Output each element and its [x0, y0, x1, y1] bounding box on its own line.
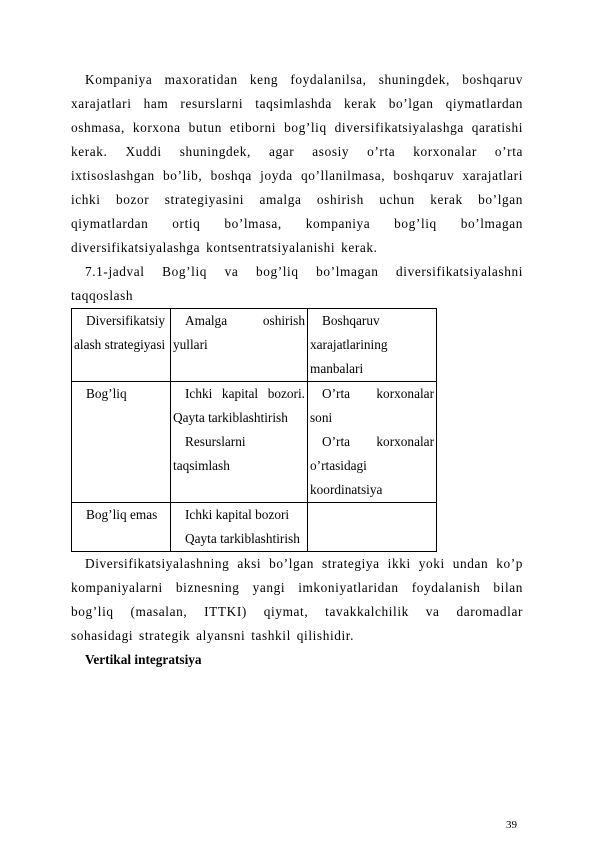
- body-paragraph-2: Diversifikatsiyalashning aksi bo’lgan strategiya ikki yoki undan ko’p kompaniyalarni biznesning yangi imkoniyatlaridan foydalanish bilan bog’liq (masalan, ITTKI) qiymat, tavakkalchilik va daromadlar sohasidagi strategik alyansni tashkil qilishidir.: [71, 556, 523, 643]
- table-header-cell: [171, 309, 308, 382]
- comparison-table: [71, 308, 437, 552]
- table-header-cell: [308, 309, 437, 382]
- row-way: Resurslarni taqsimlash: [173, 434, 246, 473]
- table-cell: [308, 503, 437, 552]
- table-cell: [72, 503, 171, 552]
- table-header-cell: [72, 309, 171, 382]
- table-header-row: [72, 309, 437, 382]
- header-strategy: Diversifikatsiyalash strategiyasi: [74, 313, 166, 352]
- table-cell: [171, 503, 308, 552]
- row-source: O’rta korxonalar soni: [310, 386, 434, 425]
- header-ways: Amalga oshirish yullari: [173, 313, 305, 352]
- section-heading: Vertikal integratsiya: [85, 652, 202, 667]
- row-way: Qayta tarkiblashtirish: [185, 531, 300, 546]
- table-cell: [171, 382, 308, 503]
- page-number: 39: [506, 819, 517, 831]
- row-source: O’rta korxonalar o’rtasidagi koordinatsiya: [310, 434, 434, 497]
- document-page: [71, 68, 523, 672]
- header-sources: Boshqaruv xarajatlarining manbalari: [310, 313, 388, 376]
- table-cell: [72, 382, 171, 503]
- body-paragraph-1: Kompaniya maxoratidan keng foydalanilsa, shuningdek, boshqaruv xarajatlari ham resurslarni taqsimlashda kerak bo’lgan qiymatlardan oshmasa, korxona butun etiborni bog’liq diversifikatsiyalashga qaratishi kerak. Xuddi shuningdek, agar asosiy o’rta korxonalar o’rta ixtisoslashgan bo’lib, boshqa joyda qo’llanilmasa, boshqaruv xarajatlari ichki bozor strategiyasini amalga oshirish uchun kerak bo’lgan qiymatlardan ortiq bo’lmasa, kompaniya bog’liq bo’lmagan diversifikatsiyalashga kontsentratsiyalanishi kerak.: [71, 72, 523, 255]
- table-row: [72, 503, 437, 552]
- row-strategy: Bog’liq: [86, 386, 127, 401]
- table-row: [72, 382, 437, 503]
- row-way: Ichki kapital bozori: [185, 507, 290, 522]
- row-way: Ichki kapital bozori. Qayta tarkiblashtirish: [173, 386, 305, 425]
- table-caption: 7.1-jadval Bog’liq va bog’liq bo’lmagan diversifikatsiyalashni taqqoslash: [71, 264, 523, 303]
- row-strategy: Bog’liq emas: [86, 507, 158, 522]
- table-cell: [308, 382, 437, 503]
